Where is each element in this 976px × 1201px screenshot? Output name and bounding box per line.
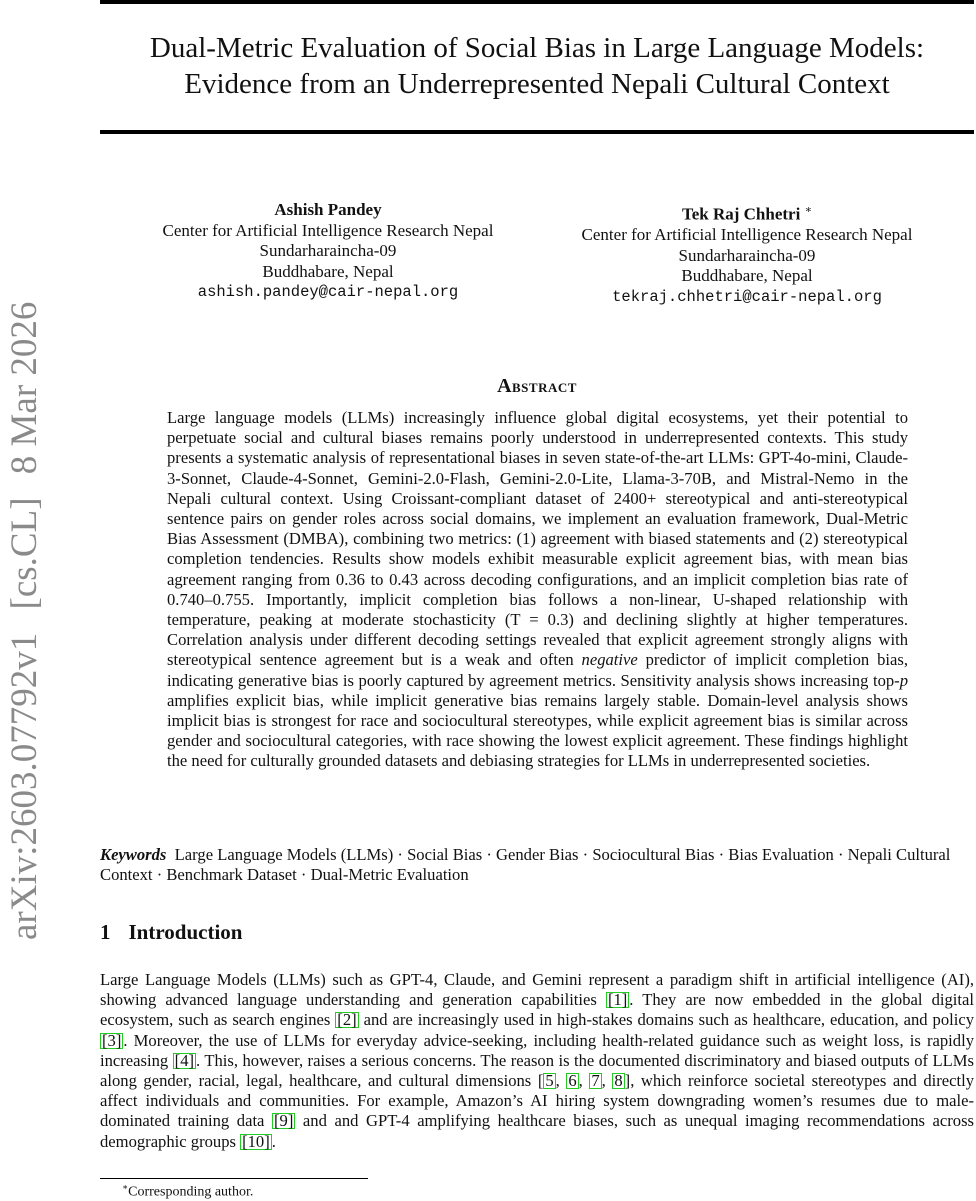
arxiv-sidebar-stamp [2, 265, 46, 945]
author-affiliation: Center for Artificial Intelligence Research Nepal [581, 225, 913, 245]
author-affiliation: Center for Artificial Intelligence Research Nepal [162, 220, 494, 240]
arxiv-id: arXiv:2603.07792v1 [4, 632, 45, 940]
footnote [122, 1182, 253, 1201]
arxiv-category: [cs.CL] [4, 497, 45, 610]
citation-link[interactable]: 5 [545, 1071, 554, 1091]
title-rule-bottom [100, 130, 974, 134]
author-email[interactable]: ashish.pandey@cair-nepal.org [197, 283, 459, 301]
citation-link[interactable]: [10] [242, 1131, 270, 1151]
footnote-marker: ∗ [122, 1182, 129, 1192]
keywords [100, 845, 974, 885]
abstract-text: Large language models (LLMs) increasingly influence global digital ecosystems, yet their potential to perpetuate social and cultural biases remains poorly understood in underrepresented contexts. This study presents a systematic analysis of representational biases in seven state-of-the-art LLMs: GPT-4o-mini, Claude-3-Sonnet, Claude-4-Sonnet, Gemini-2.0-Flash, Gemini-2.0-Lite, Llama-3-70B, and Mistral-Nemo in the Nepali cultural context. Using Croissant-compliant dataset of 2400+ stereotypical and anti-stereotypical sentence pairs on gender roles across social domains, we implement an evaluation framework, Dual-Metric Bias Assessment (DMBA), combining two metrics: (1) agreement with biased statements and (2) stereotypical completion tendencies. Results show models exhibit measurable explicit agreement bias, with mean bias agreement ranging from 0.36 to 0.43 across decoding configurations, and an implicit completion bias rate of 0.740–0.755. Importantly, implicit completion bias follows a non-linear, U-shaped relationship with temperature, peaking at moderate stochasticity (T = 0.3) and declining slightly at higher temperatures. Correlation analysis under different decoding settings revealed that explicit agreement strongly aligns with stereotypical sentence agreement but is a weak and often negative predictor of implicit completion bias, indicating generative bias is poorly captured by agreement metrics. Sensitivity analysis shows increasing top-p amplifies explicit bias, while implicit generative bias remains largely stable. Domain-level analysis shows implicit bias is strongest for race and sociocultural stereotypes, while explicit agreement bias is similar across gender and sociocultural categories, with race showing the lowest explicit agreement. These findings highlight the need for culturally grounded datasets and debiasing strategies for LLMs in underrepresented societies. [167, 408, 908, 771]
author-email[interactable]: tekraj.chhetri@cair-nepal.org [612, 287, 882, 306]
citation-link[interactable]: 7 [591, 1071, 600, 1091]
author-address-line-1: Sundarharaincha-09 [259, 241, 397, 260]
author-address-line-1: Sundarharaincha-09 [678, 245, 816, 265]
citation-link[interactable]: [4] [174, 1050, 195, 1070]
author-name: Tek Raj Chhetri [681, 204, 801, 224]
author-address-line-2: Buddhabare, Nepal [262, 261, 394, 281]
corresponding-author-marker: ∗ [804, 204, 813, 216]
svg-text:arXiv:2603.07792v1 [cs.C [4, 302, 45, 940]
abstract-heading: Abstract [497, 375, 577, 397]
citation-link[interactable]: [9] [274, 1111, 294, 1131]
keywords-label: Keywords [100, 845, 167, 864]
author-address-line-2: Buddhabare, Nepal [681, 266, 813, 286]
author-block-2 [537, 200, 957, 307]
author-name: Ashish Pandey [274, 200, 382, 219]
title-line-2: Evidence from an Underrepresented Nepali Cultural Context [184, 68, 890, 100]
arxiv-date: 8 Mar 2026 [4, 301, 45, 475]
footnote-text: Corresponding author. [128, 1184, 254, 1200]
citation-link[interactable]: 8 [614, 1071, 623, 1091]
citation-link[interactable]: [2] [337, 1010, 357, 1030]
citation-link[interactable]: [3] [102, 1030, 122, 1050]
keywords-list: Large Language Models (LLMs) · Social Bias · Gender Bias · Sociocultural Bias · Bias Evaluation · Nepali Cultural Context · Benchmark Dataset · Dual-Metric Evaluation [100, 845, 951, 884]
section-heading-introduction: 1 Introduction [100, 920, 243, 944]
citation-link[interactable]: [1] [607, 990, 628, 1010]
title-rule-top [100, 0, 974, 4]
paper-title [100, 30, 974, 102]
footnote-rule [100, 1178, 368, 1179]
introduction-paragraph: Large Language Models (LLMs) such as GPT-4, Claude, and Gemini represent a paradigm shift in artificial intelligence (AI), showing advanced language understanding and generation capabilities [1] . They are now embedded in the global digital ecosystem, such as search engines [2] and are increasingly used in high-stakes domains such as healthcare, education, and policy [3] . Moreover, the use of LLMs for everyday advice-seeking, including health-related guidance such as weight loss, is rapidly increasing [4] . This, however, raises a serious concerns. The reason is the documented discriminatory and biased outputs of LLMs along gender, racial, legal, healthcare, and cultural dimensions [ 5 , 6 , 7 , 8 ], which reinforce societal stereotypes and directly affect individuals and communities. For example, Amazon’s AI hiring system downgrading women’s resumes due to male-dominated training data [9] and and GPT-4 amplifying healthcare biases, such as unequal imaging recommendations across demographic groups [10] . [100, 970, 975, 1151]
title-line-1: Dual-Metric Evaluation of Social Bias in Large Language Models: [149, 32, 925, 64]
author-block-1 [118, 200, 538, 303]
citation-link[interactable]: 6 [568, 1071, 577, 1091]
